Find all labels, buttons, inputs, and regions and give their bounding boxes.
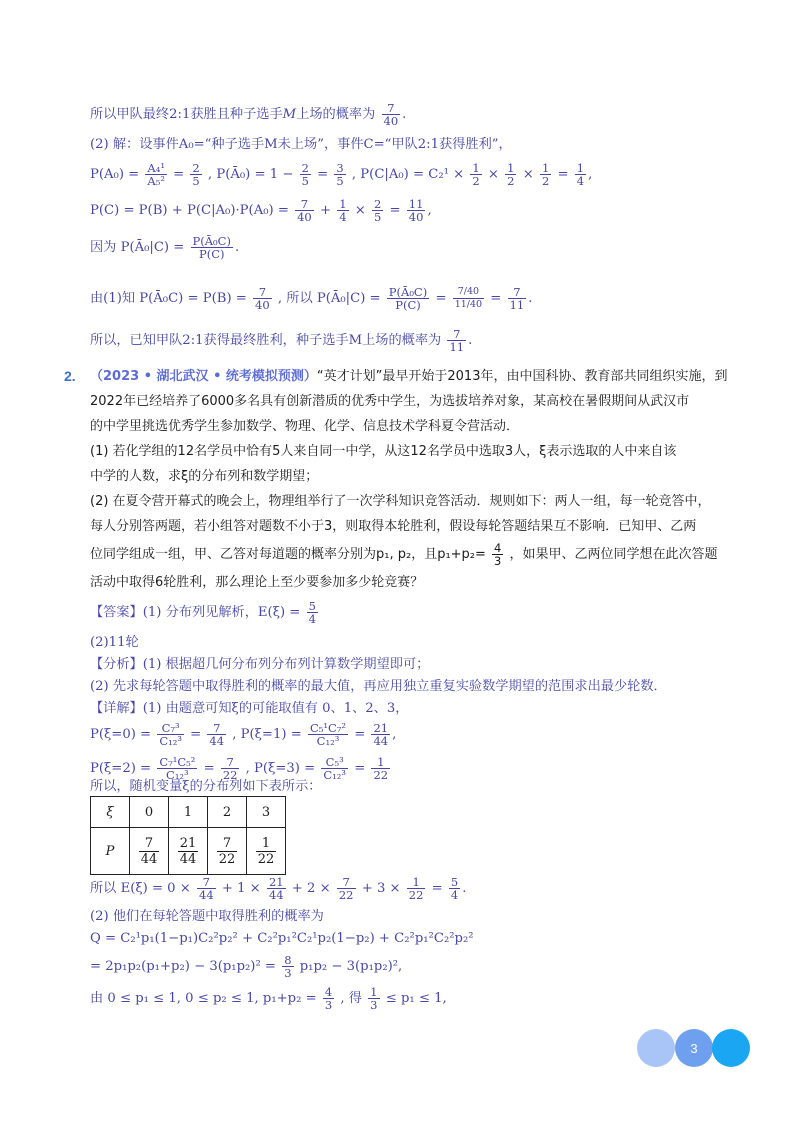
expectation-line: 所以 E(ξ) = 0 × $\frac{7}{44}$ + 1 × $\frac{21}{44}$ + 2 × $\frac{7}{22}$ + 3 × $\frac{1}{22}$ = $\frac{5}{4}$ . xyxy=(90,875,467,902)
page-number: 3 xyxy=(675,1029,713,1067)
problem-q2a: (2) 在夏令营开幕式的晚会上，物理组举行了一次学科知识竞答活动．规则如下：两人一组，每一轮竞答中， xyxy=(90,494,711,509)
fraction: $\frac{7}{40}$ xyxy=(383,101,399,128)
distribution-table xyxy=(90,796,286,875)
work-line-2: Q = C₂¹p₁(1−p₁)C₂²p₂² + C₂²p₁²C₂¹p₂(1−p₂) + C₂²p₁²C₂²p₂² xyxy=(90,931,474,946)
solution-line-6: 由(1)知 P(Ā₀C) = P(B) = $\frac{7}{40}$ , 所以 P(Ā₀|C) = $\frac{\text{P(Ā₀C)}}{P(C)}$ = $\frac{7/40}{11/40}$ = $\frac{7}{11}$ . xyxy=(90,285,533,312)
detail-line-2: P(ξ=0) = $\frac{\text{C₇³}}{\text{C₁₂³}}$ = $\frac{7}{44}$ , P(ξ=1) = $\frac{\text{C₅¹C₇²}}{\text{C₁₂³}}$ = $\frac{21}{44}$ , xyxy=(90,721,397,748)
solution-line-3: P(A₀) = $\frac{\text{A₄¹}}{\text{A₅²}}$ = $\frac{2}{5}$ , P(Ā₀) = 1 − $\frac{2}{5}$ = $\frac{3}{5}$ , P(C|A₀) = C₂¹ × $\frac{1}{2}$ × $\frac{1}{2}$ × $\frac{1}{2}$ = $\frac{1}{4}$ , xyxy=(90,161,593,188)
answer-line-2: (2)11轮 xyxy=(90,635,139,650)
problem-line-3: 的中学里挑选优秀学生参加数学、物理、化学、信息技术学科夏令营活动． xyxy=(90,419,520,434)
problem-q2d: 活动中取得6轮胜利，那么理论上至少要参加多少轮竞赛？ xyxy=(90,575,424,590)
analysis-line-2: (2) 先求每轮答题中取得胜利的概率的最大值，再应用独立重复实验数学期望的范围求出最少轮数． xyxy=(90,679,667,694)
problem-source: （2023 • 湖北武汉 • 统考模拟预测） xyxy=(90,369,317,384)
table-row: P $\frac{7}{44}$ $\frac{21}{44}$ $\frac{7}{22}$ $\frac{1}{22}$ xyxy=(91,828,286,875)
problem-q1b: 中学的人数，求ξ的分布列和数学期望； xyxy=(90,469,319,484)
solution-line-5: 因为 P(Ā₀|C) = $\frac{\text{P(Ā₀C)}}{P(C)}$ . xyxy=(90,234,240,261)
solution-line-4: P(C) = P(B) + P(C|A₀)·P(A₀) = $\frac{7}{40}$ + $\frac{1}{4}$ × $\frac{2}{5}$ = $\frac{11}{40}$ , xyxy=(90,197,432,224)
problem-line-1: （2023 • 湖北武汉 • 统考模拟预测）“英才计划”最早开始于2013年，由中国科协、教育部共同组织实施，到 xyxy=(90,369,728,384)
problem-q2c: 位同学组成一组，甲、乙答对每道题的概率分别为p₁, p₂，且p₁+p₂= $\frac{4}{3}$ ，如果甲、乙两位同学想在此次答题 xyxy=(90,541,718,568)
solution-line-7: 所以，已知甲队2:1获得最终胜利，种子选手M上场的概率为 $\frac{7}{11}$ . xyxy=(90,327,473,354)
detail-line-4: 所以，随机变量ξ的分布列如下表所示： xyxy=(90,779,322,794)
detail-line-3: P(ξ=2) = $\frac{\text{C₇¹C₅²}}{\text{C₁₂³}}$ = $\frac{7}{22}$ , P(ξ=3) = $\frac{\text{C₅³}}{\text{C₁₂³}}$ = $\frac{1}{22}$ xyxy=(90,755,389,782)
answer-line-1: 【答案】(1) 分布列见解析，E(ξ) = $\frac{5}{4}$ xyxy=(90,599,316,626)
work-line-1: (2) 他们在每轮答题中取得胜利的概率为 xyxy=(90,909,324,924)
page-badge-right xyxy=(712,1029,750,1067)
problem-q2b: 每人分别答两题，若小组答对题数不小于3，则取得本轮胜利，假设每轮答题结果互不影响．已知甲、乙两 xyxy=(90,519,697,534)
table-row: ξ 0 1 2 3 xyxy=(91,797,286,828)
analysis-line-1: 【分析】(1) 根据超几何分布列分布列计算数学期望即可； xyxy=(90,657,430,672)
problem-line-2: 2022年已经培养了6000多名具有创新潜质的优秀中学生，为选拔培养对象，某高校在暑假期间从武汉市 xyxy=(90,394,690,409)
solution-line-1: 所以甲队最终2:1获胜且种子选手M上场的概率为 $\frac{7}{40}$ . xyxy=(90,101,407,128)
work-line-3: = 2p₁p₂(p₁+p₂) − 3(p₁p₂)² = $\frac{8}{3}$ p₁p₂ − 3(p₁p₂)², xyxy=(90,953,403,980)
problem-q1a: (1) 若化学组的12名学员中恰有5人来自同一中学，从这12名学员中选取3人，ξ表示选取的人中来自该 xyxy=(90,444,677,459)
solution-line-2: (2) 解：设事件A₀=“种子选手M未上场”，事件C=“甲队2:1获得胜利”， xyxy=(90,137,512,152)
page-badge-left xyxy=(637,1029,675,1067)
detail-line-1: 【详解】(1) 由题意可知ξ的可能取值有 0、1、2、3， xyxy=(90,701,409,716)
problem-number: 2. xyxy=(64,368,76,384)
work-line-4: 由 0 ≤ p₁ ≤ 1, 0 ≤ p₂ ≤ 1, p₁+p₂ = $\frac{4}{3}$ , 得 $\frac{1}{3}$ ≤ p₁ ≤ 1, xyxy=(90,985,447,1012)
